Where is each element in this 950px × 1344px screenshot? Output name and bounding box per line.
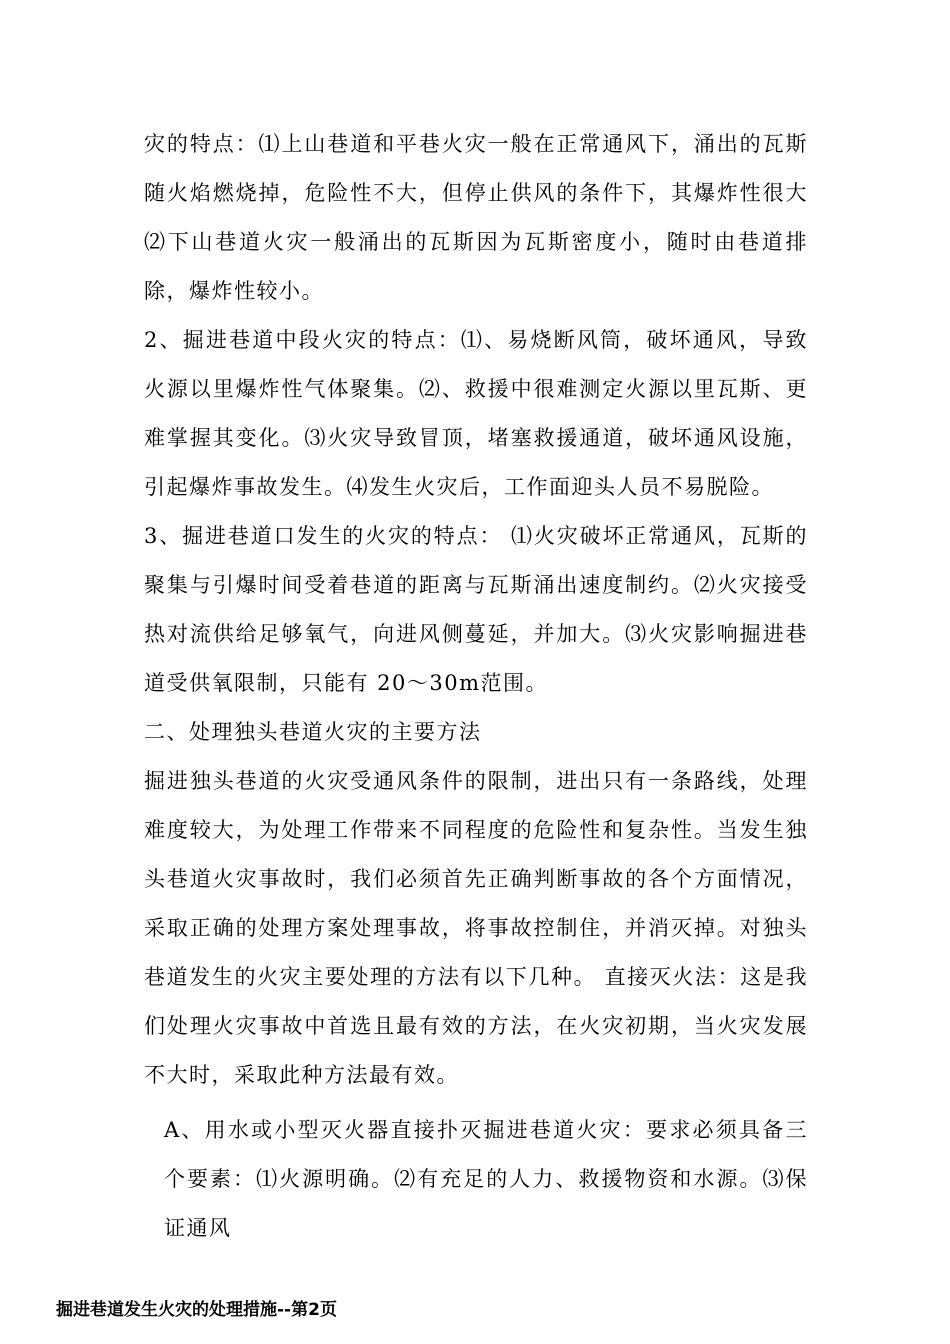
paragraph-mid-section-fire: 2、掘进巷道中段火灾的特点：⑴、易烧断风筒，破坏通风，导致火源以里爆炸性气体聚集。⑵、救援中很难测定火源以里瓦斯、更难掌握其变化。⑶火灾导致冒顶，堵塞救援通道，破坏通风设施，引起爆炸事故发生。⑷发生火灾后，工作面迎头人员不易脱险。 [144, 328, 808, 499]
page-footer: 掘进巷道发生火灾的处理措施--第2页 [56, 1300, 337, 1320]
paragraph-item-a: A、用水或小型灭火器直接扑灭掘进巷道火灾：要求必须具备三个要素：⑴火源明确。⑵有充足的人力、救援物资和水源。⑶保证通风 [164, 1118, 808, 1240]
section-heading-methods: 二、处理独头巷道火灾的主要方法 [144, 720, 482, 744]
paragraph-fire-characteristics-cont: 灾的特点：⑴上山巷道和平巷火灾一般在正常通风下，涌出的瓦斯随火焰燃烧掉，危险性不大，但停止供风的条件下，其爆炸性很大⑵下山巷道火灾一般涌出的瓦斯因为瓦斯密度小，随时由巷道排除，爆炸性较小。 [144, 132, 808, 303]
document-body [144, 120, 808, 1253]
paragraph-direct-extinguishing: 掘进独头巷道的火灾受通风条件的限制，进出只有一条路线，处理难度较大，为处理工作带来不同程度的危险性和复杂性。当发生独头巷道火灾事故时，我们必须首先正确判断事故的各个方面情况，采取正确的处理方案处理事故，将事故控制住，并消灭掉。对独头巷道发生的火灾主要处理的方法有以下几种。 直接灭火法：这是我们处理火灾事故中首选且最有效的方法，在火灾初期，当火灾发展不大时，采取此种方法最有效。 [144, 769, 808, 1087]
paragraph-entrance-fire: 3、掘进巷道口发生的火灾的特点： ⑴火灾破坏正常通风，瓦斯的聚集与引爆时间受着巷道的距离与瓦斯涌出速度制约。⑵火灾接受热对流供给足够氧气，向进风侧蔓延，并加大。⑶火灾影响掘进巷道受供氧限制，只能有 20～30m范围。 [144, 524, 808, 695]
